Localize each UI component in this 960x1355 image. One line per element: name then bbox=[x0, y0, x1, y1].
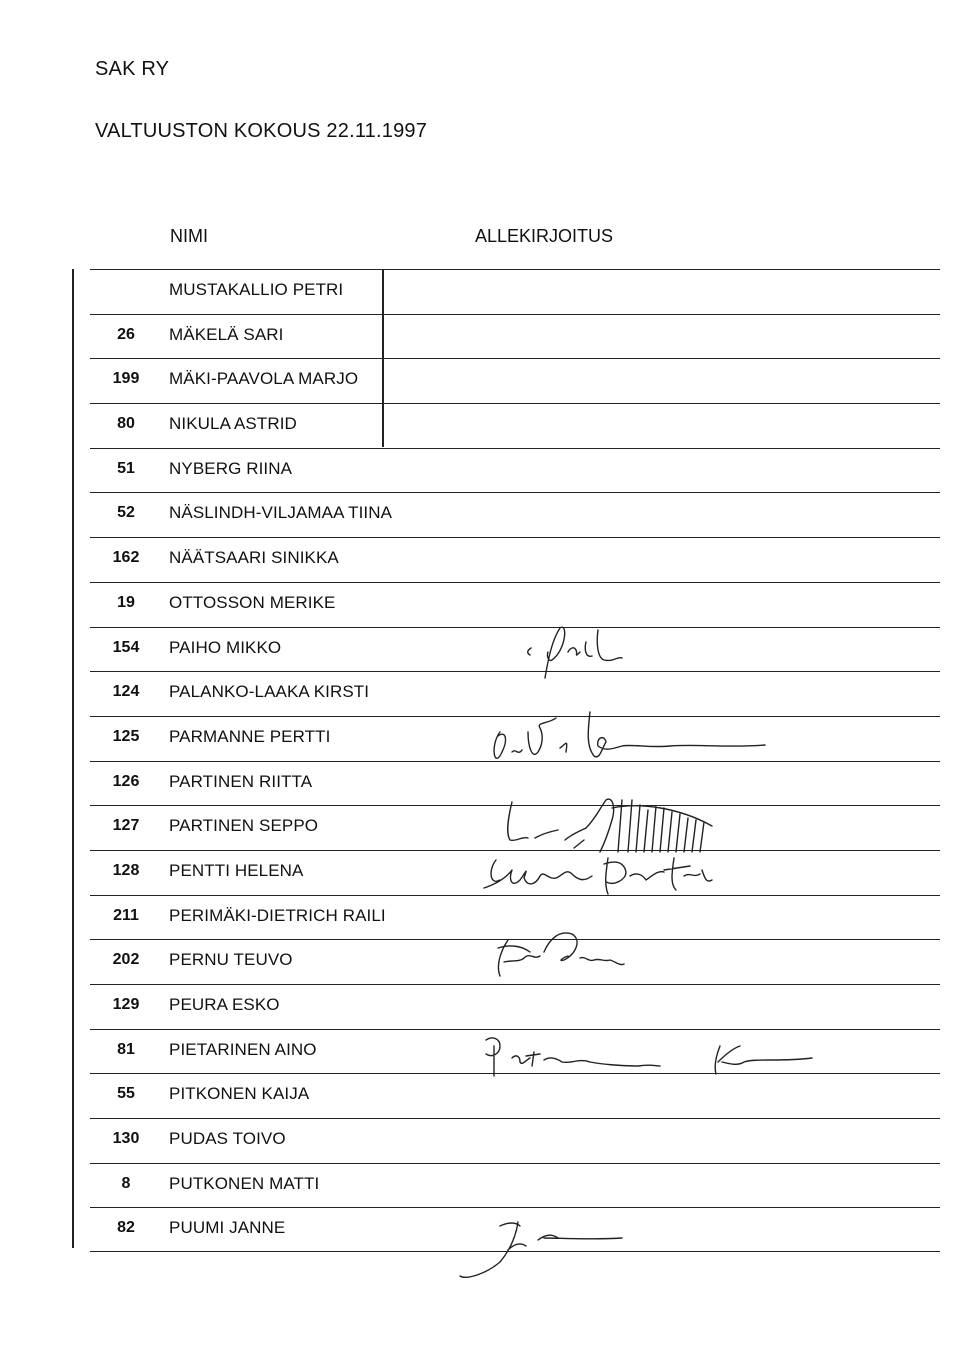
table-row bbox=[90, 1073, 940, 1118]
member-number: 81 bbox=[117, 1040, 135, 1058]
member-name: OTTOSSON MERIKE bbox=[169, 592, 336, 612]
table-row bbox=[90, 358, 940, 403]
member-name: NYBERG RIINA bbox=[169, 458, 293, 478]
member-number: 128 bbox=[112, 861, 140, 879]
member-name: MÄKI-PAAVOLA MARJO bbox=[169, 369, 359, 389]
member-number: 124 bbox=[112, 683, 140, 701]
member-name: PARTINEN RIITTA bbox=[169, 771, 313, 791]
member-name: PERNU TEUVO bbox=[169, 950, 293, 970]
table-row bbox=[90, 984, 940, 1029]
member-number: 26 bbox=[117, 325, 135, 343]
table-row bbox=[90, 627, 940, 672]
table-row bbox=[90, 269, 940, 314]
member-number: 154 bbox=[112, 638, 140, 656]
table-row bbox=[90, 895, 940, 940]
member-number: 19 bbox=[117, 593, 135, 611]
member-number: 52 bbox=[117, 504, 135, 522]
member-name: PUDAS TOIVO bbox=[169, 1129, 286, 1149]
member-number: 199 bbox=[112, 370, 140, 388]
member-number: 211 bbox=[113, 906, 139, 924]
column-header-signature: ALLEKIRJOITUS bbox=[475, 226, 614, 246]
member-name: PIETARINEN AINO bbox=[169, 1039, 317, 1059]
member-number: 55 bbox=[117, 1085, 135, 1103]
member-number: 130 bbox=[112, 1130, 140, 1148]
member-number: 125 bbox=[112, 727, 140, 745]
table-row bbox=[90, 716, 940, 761]
table-row bbox=[90, 1118, 940, 1163]
member-number: 51 bbox=[117, 459, 135, 477]
table-row bbox=[90, 671, 940, 716]
attendance-table bbox=[90, 269, 940, 1252]
member-name: PARTINEN SEPPO bbox=[169, 816, 319, 836]
table-row bbox=[90, 939, 940, 984]
table-row bbox=[90, 1163, 940, 1208]
member-number: 202 bbox=[112, 951, 140, 969]
member-name: NIKULA ASTRID bbox=[169, 414, 297, 434]
member-name: MUSTAKALLIO PETRI bbox=[169, 280, 344, 299]
member-number: 129 bbox=[112, 996, 140, 1013]
table-row bbox=[90, 582, 940, 627]
member-name: PUTKONEN MATTI bbox=[169, 1173, 320, 1193]
member-number: 127 bbox=[112, 817, 140, 835]
table-row bbox=[90, 314, 940, 359]
table-row bbox=[90, 537, 940, 582]
table-row bbox=[90, 492, 940, 537]
member-name: NÄÄTSAARI SINIKKA bbox=[169, 548, 339, 568]
table-row bbox=[90, 761, 940, 806]
member-name: PERIMÄKI-DIETRICH RAILI bbox=[169, 905, 386, 925]
member-name: MÄKELÄ SARI bbox=[169, 324, 284, 344]
table-row bbox=[90, 1029, 940, 1074]
table-row bbox=[90, 1207, 940, 1252]
member-name: PALANKO-LAAKA KIRSTI bbox=[169, 682, 370, 702]
table-row bbox=[90, 850, 940, 895]
member-name: PAIHO MIKKO bbox=[169, 637, 282, 657]
member-number: 82 bbox=[117, 1219, 135, 1237]
column-header-name: NIMI bbox=[170, 226, 208, 246]
meeting-title: VALTUUSTON KOKOUS 22.11.1997 bbox=[95, 120, 428, 142]
table-row bbox=[90, 805, 940, 850]
member-name: PUUMI JANNE bbox=[169, 1218, 286, 1238]
member-number: 8 bbox=[121, 1174, 131, 1192]
member-name: PITKONEN KAIJA bbox=[169, 1084, 310, 1104]
table-row bbox=[90, 403, 940, 448]
member-number: 126 bbox=[112, 772, 140, 790]
member-number: 80 bbox=[117, 415, 135, 433]
column-divider-number bbox=[72, 269, 74, 1248]
organization-name: SAK RY bbox=[95, 58, 170, 80]
member-number: 162 bbox=[112, 549, 140, 567]
member-name: NÄSLINDH-VILJAMAA TIINA bbox=[169, 503, 393, 523]
member-name: PENTTI HELENA bbox=[169, 860, 304, 880]
table-row bbox=[90, 448, 940, 493]
member-name: PARMANNE PERTTI bbox=[169, 726, 331, 746]
member-name: PEURA ESKO bbox=[169, 995, 280, 1014]
